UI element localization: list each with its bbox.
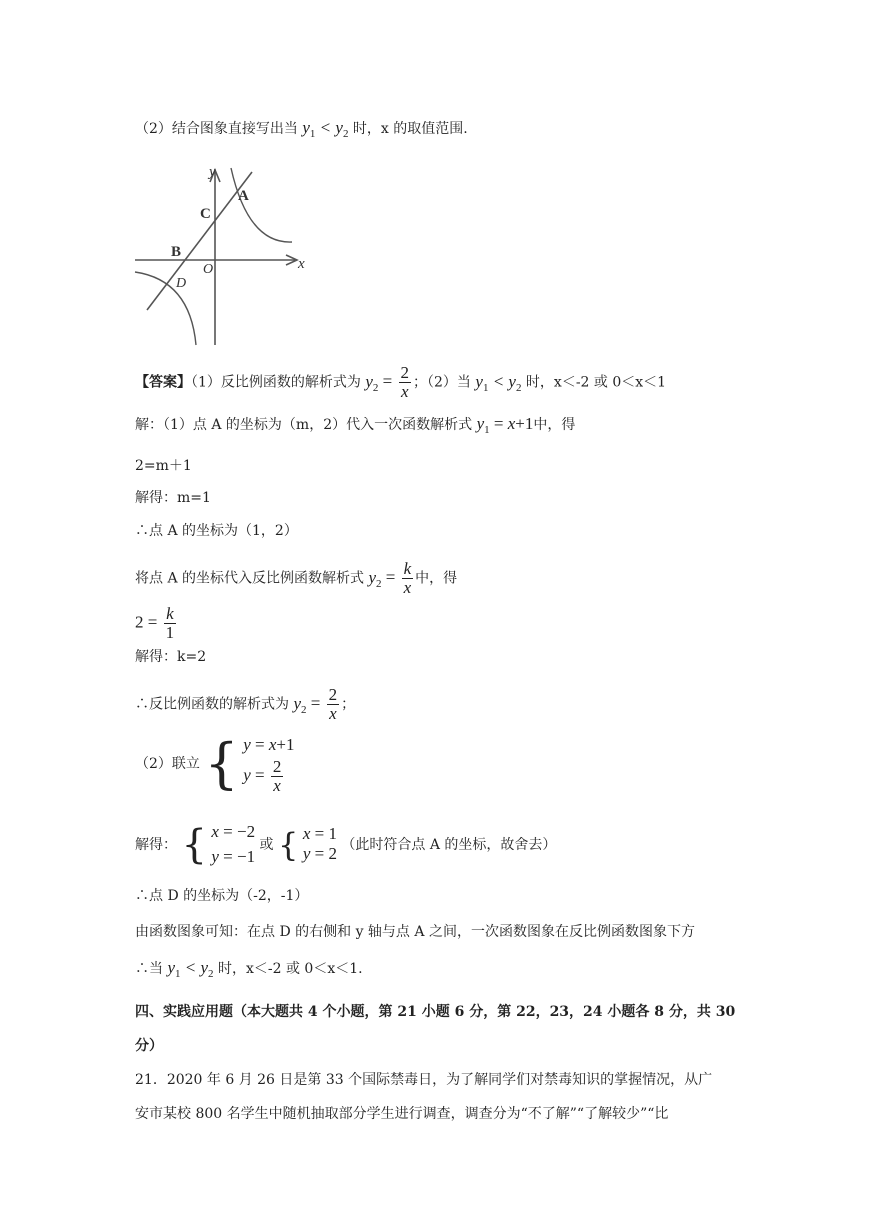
solution-line-5: 将点 A 的坐标代入反比例函数解析式 $y_2$ = $\frac{k}{x}$ 中，得: [135, 559, 458, 597]
answer-line: 【答案】（1）反比例函数的解析式为 $y_2$ = $\frac{2}{x}$ ；（2）当 $y_1 < y_2$ 时，x＜-2 或 0＜x＜1: [135, 363, 667, 401]
question-21-line-1: 21．2020 年 6 月 26 日是第 33 个国际禁毒日，为了解同学们对禁毒知识的掌握情况，从广: [135, 1072, 713, 1088]
math-y1-lt-y2: $y_1 < y_2$: [302, 118, 349, 140]
solution-line-4: ∴点 A 的坐标为（1，2）: [135, 523, 298, 539]
question-2: （2）结合图象直接写出当 $y_1 < y_2$ 时，x 的取值范围.: [135, 118, 468, 140]
label-x: x: [298, 256, 305, 272]
solution-line-1: 解：（1）点 A 的坐标为（m，2）代入一次函数解析式 $y_1 = x+1$中，得: [135, 414, 576, 436]
solution-line-8: ∴反比例函数的解析式为 $y_2$ = $\frac{2}{x}$ ；: [135, 685, 356, 723]
solution-line-13: ∴当 $y_1 < y_2$ 时，x＜-2 或 0＜x＜1.: [135, 958, 363, 980]
solution-line-2: 2=m＋1: [135, 458, 192, 474]
label-C: C: [200, 206, 211, 222]
function-graph-figure: [130, 160, 320, 350]
solution-line-9: （2）联立 { y = x+1 y = $\frac{2}{x}$: [135, 732, 295, 795]
label-O: O: [203, 262, 214, 277]
solution-line-10: 解得： { x = −2 y = −1 或 { x = 1 y = 2 （此时符合点 A 的坐标，故舍去）: [135, 822, 557, 868]
label-y: y: [209, 164, 216, 180]
solution-line-3: 解得：m=1: [135, 490, 211, 506]
section-heading-line-2: 分）: [135, 1038, 163, 1054]
label-B: B: [171, 244, 182, 260]
solution-line-12: 由函数图象可知：在点 D 的右侧和 y 轴与点 A 之间，一次函数图象在反比例函数图象下方: [135, 924, 695, 940]
solution-line-11: ∴点 D 的坐标为（-2，-1）: [135, 888, 309, 904]
section-heading-line-1: 四、实践应用题（本大题共 4 个小题，第 21 小题 6 分，第 22，23，24 小题各 8 分，共 30: [135, 1004, 736, 1020]
question-21-line-2: 安市某校 800 名学生中随机抽取部分学生进行调查，调查分为“不了解”“了解较少”“比: [135, 1106, 669, 1122]
solution-line-6: 2 = $\frac{k}{1}$: [135, 604, 175, 642]
solution-line-7: 解得：k=2: [135, 649, 207, 665]
label-D: D: [176, 276, 187, 291]
label-A: A: [238, 188, 249, 204]
